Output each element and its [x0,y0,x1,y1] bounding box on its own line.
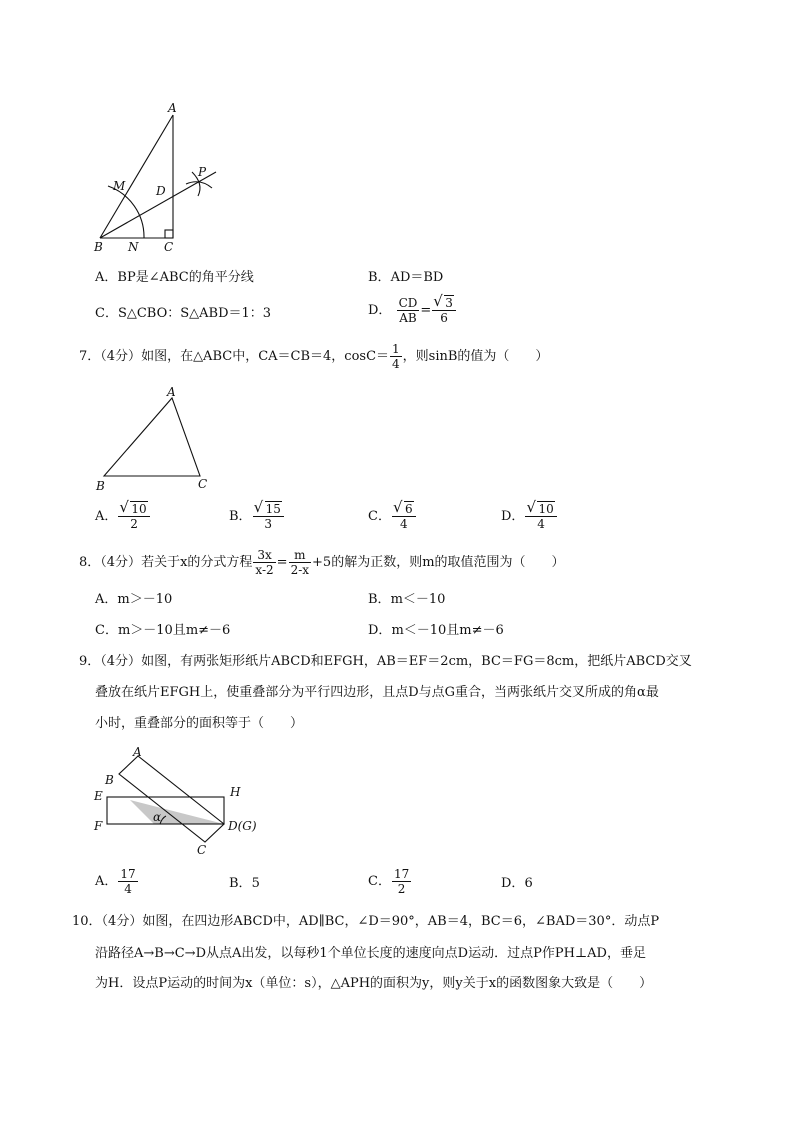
q8-option-c[interactable]: C．m＞－10且m≠－6 [95,623,231,638]
q6-option-c[interactable]: C．S△CBO：S△ABD＝1：3 [95,306,272,321]
q6d-lhs-fraction: $\frac{CD}{AB}$ [398,296,418,325]
q9-stem-line1: 9．（4分）如图，有两张矩形纸片ABCD和EFGH，AB＝EF＝2cm，BC＝FG＝8cm，把纸片ABCD交叉 [79,654,692,669]
q10-stem-line3: 为H．设点P运动的时间为x（单位：s），△APH的面积为y，则y关于x的函数图象大致是（ ） [95,976,653,991]
q10-stem-line2: 沿路径A→B→C→D从点A出发，以每秒1个单位长度的速度向点D运动．过点P作PH⊥AD，垂足 [95,946,646,961]
q10-stem-line1: 10．（4分）如图，在四边形ABCD中，AD∥BC，∠D＝90°，AB＝4，BC＝6，∠BAD＝30°．动点P [72,914,660,929]
fig9-label-a: A [133,745,142,759]
q9-option-d[interactable]: D．6 [501,876,533,891]
q6d-rhs-fraction: √ $\frac{3}{6}$ [432,296,456,325]
q6-option-d[interactable]: D． $\frac{CD}{AB}$ = √ $\frac{3}{6}$ [368,296,457,325]
fig6-label-p: P [198,165,207,179]
fig6-label-a: A [168,101,177,115]
q9-option-b[interactable]: B．5 [229,876,260,891]
q7-stem: 7．（4分）如图，在△ABC中，CA＝CB＝4，cosC＝ $\frac{1}{4}$ ，则sinB的值为（ ） [79,342,549,371]
q7-cos-fraction: $\frac{1}{4}$ [392,342,400,371]
fig6-label-n: N [128,240,139,254]
fig7-label-c: C [198,477,208,491]
q9-option-a[interactable]: A． $\frac{17}{4}$ [95,867,136,896]
q7-figure [92,382,222,492]
fig9-label-f: F [94,819,103,833]
q6-option-a[interactable]: A．BP是∠ABC的角平分线 [95,270,254,285]
fig9-label-b: B [105,773,114,787]
q9-stem-line2: 叠放在纸片EFGH上，使重叠部分为平行四边形，且点D与点G重合，当两张纸片交叉所成的角α最 [95,685,659,700]
q7-option-d[interactable]: D． √ $\frac{10}{4}$ [501,502,558,531]
q9-stem-line3: 小时，重叠部分的面积等于（ ） [95,716,304,731]
fig7-label-b: B [96,479,105,492]
q8-option-d[interactable]: D．m＜－10且m≠－6 [368,623,504,638]
q8-option-b[interactable]: B．m＜－10 [368,592,446,607]
q8-option-a[interactable]: A．m＞－10 [95,592,173,607]
q8-stem: 8．（4分）若关于x的分式方程 $\frac{3x}{x-2}$ = $\frac{m}{2-x}$ +5的解为正数，则m的取值范围为（ ） [79,548,565,577]
fig6-label-d: D [156,184,166,198]
fig7-label-a: A [167,385,176,399]
fig9-label-e: E [94,789,103,803]
q7-option-a[interactable]: A． √ $\frac{10}{2}$ [95,502,151,531]
fig9-label-c: C [197,843,207,857]
fig9-label-h: H [230,785,241,799]
fig9-label-dg: D(G) [228,819,257,833]
fig9-label-alpha: α [153,810,162,824]
q7-option-b[interactable]: B． √ $\frac{15}{3}$ [229,502,285,531]
fig6-label-c: C [164,240,174,254]
q9-figure [90,744,270,862]
q6-figure [88,98,228,258]
q7-option-c[interactable]: C． √ $\frac{6}{4}$ [368,502,417,531]
fig6-label-b: B [94,240,103,254]
fig6-label-m: M [113,179,126,193]
q9-option-c[interactable]: C． $\frac{17}{2}$ [368,867,410,896]
q6-option-b[interactable]: B．AD＝BD [368,270,444,285]
